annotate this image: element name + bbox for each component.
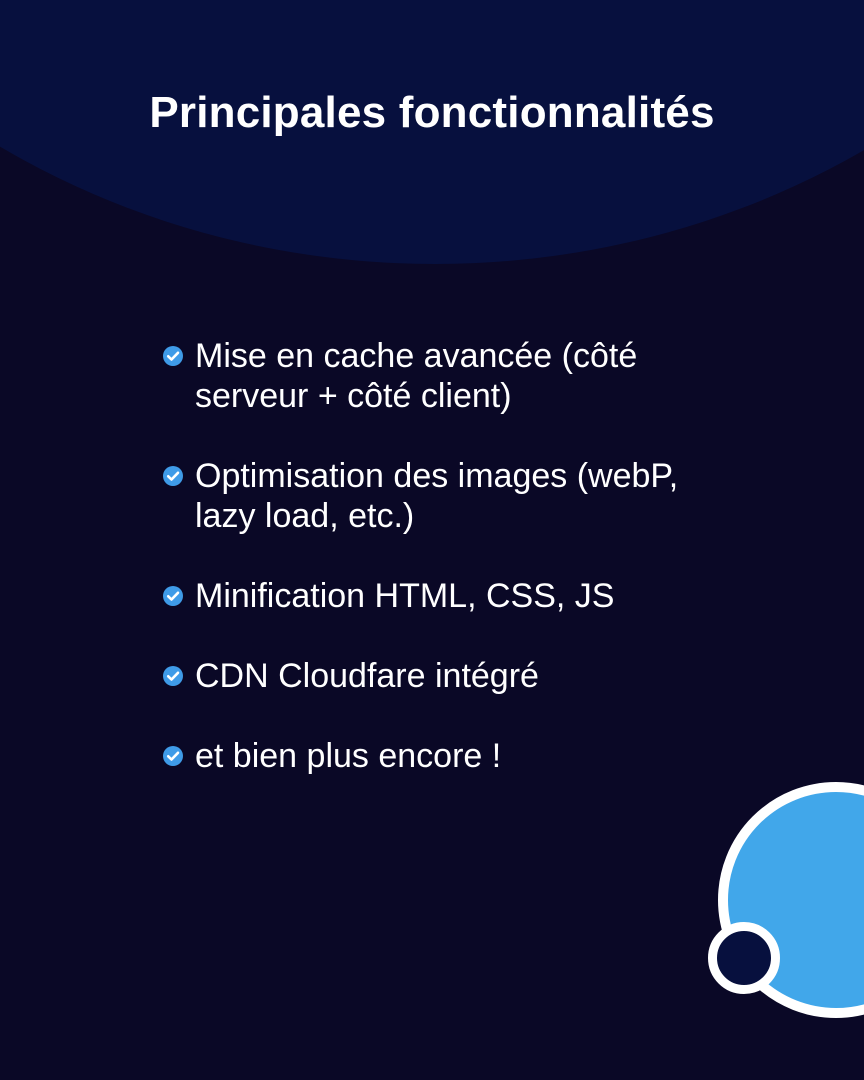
check-circle-icon bbox=[162, 345, 184, 367]
check-circle-icon bbox=[162, 745, 184, 767]
check-circle-icon bbox=[162, 465, 184, 487]
feature-item-advanced-cache bbox=[162, 336, 782, 416]
page-title: Principales fonctionnalités bbox=[149, 88, 715, 137]
feature-list bbox=[162, 336, 782, 776]
feature-line-1: Mise en cache avancée (côté bbox=[195, 337, 638, 375]
decorative-small-circle bbox=[708, 922, 780, 994]
feature-label: CDN Cloudfare intégré bbox=[195, 657, 539, 695]
feature-item-more bbox=[162, 736, 782, 776]
feature-line-1: Optimisation des images (webP, bbox=[195, 457, 679, 495]
feature-item-minification bbox=[162, 576, 782, 616]
feature-label: et bien plus encore ! bbox=[195, 737, 502, 775]
feature-line-2: serveur + côté client) bbox=[195, 377, 512, 415]
feature-label: Minification HTML, CSS, JS bbox=[195, 577, 615, 615]
feature-item-cdn bbox=[162, 656, 782, 696]
check-circle-icon bbox=[162, 585, 184, 607]
feature-line-2: lazy load, etc.) bbox=[195, 497, 415, 535]
feature-item-image-optimization bbox=[162, 456, 782, 536]
check-circle-icon bbox=[162, 665, 184, 687]
